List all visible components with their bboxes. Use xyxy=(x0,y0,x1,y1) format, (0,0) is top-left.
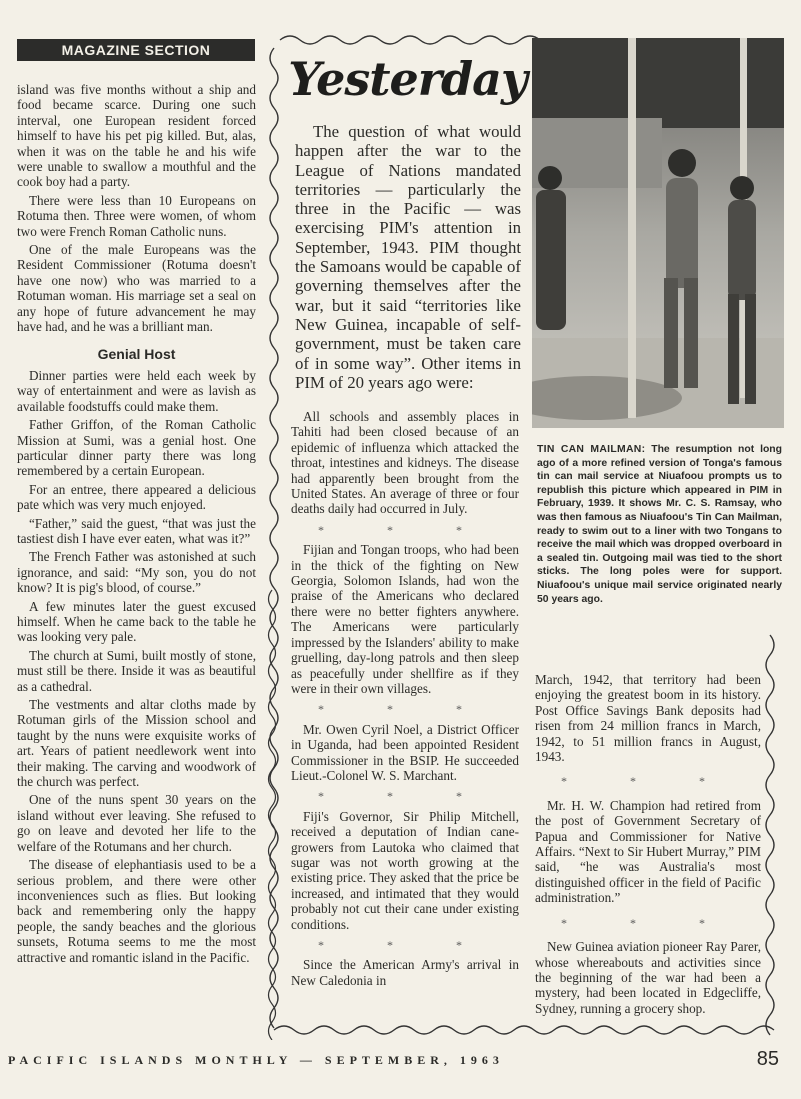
news-item: New Guinea aviation pioneer Ray Parer, whose whereabouts and activities since the beginning of the war had been a mystery, had been located in Edgecliffe, Sydney, running a grocery shop. xyxy=(535,939,761,1016)
separator-stars: * * * xyxy=(318,702,492,717)
wavy-bottom-border xyxy=(274,1026,774,1034)
photo-caption xyxy=(537,443,782,606)
wavy-right-border xyxy=(766,635,774,1035)
photo-illustration xyxy=(532,38,784,428)
separator-stars: * * * xyxy=(318,938,492,952)
column-1 xyxy=(17,82,256,968)
caption-lead: TIN CAN MAILMAN: xyxy=(537,444,646,455)
section-label: MAGAZINE SECTION xyxy=(61,42,211,58)
intro-paragraph: The question of what would happen after the war to the League of Nations mandated territories — particularly the three in the Pacific — was exercising PIM's attention in September, 1943. PIM thought the Samoans would be capable of governing themselves after the war, but it said “territories like New Guinea, incapable of self-government, must be taken care of in some way”. Other items in PIM of 20 years ago were: xyxy=(295,122,521,392)
tin-can-mailman-photo xyxy=(532,38,784,428)
column-3 xyxy=(535,672,761,1019)
separator-stars: * * * xyxy=(318,789,492,804)
caption-text: The resumption not long ago of a more refined version of Tonga's famous tin can mail service at Niuafoou prompts us to republish this picture which appeared in PIM in February, 1939. It shows Mr. C. S. Ramsay, who was then famous as Niuafoou's Tin Can Mailman, ready to swim out to a liner with two Tongans to receive the mail which was dropped overboard in a sealed tin. Outgoing mail was tied to the short sticks. The long poles were for support. Niuafoou's unique mail service originated nearly 50 years ago. xyxy=(537,444,783,605)
article-intro xyxy=(295,122,521,392)
news-item: Since the American Army's arrival in New Caledonia in xyxy=(291,957,519,988)
news-item: Fiji's Governor, Sir Philip Mitchell, received a deputation of Indian cane-growers from Lautoka who claimed that sugar was not worth growing at the existing price. They asked that the price be increased, and intimated that they would probably not cut their cane under existing conditions. xyxy=(291,808,519,932)
paragraph: There were less than 10 Europeans on Rotuma then. Three were women, of whom two were French Roman Catholic nuns. xyxy=(17,192,256,239)
page-number: 85 xyxy=(756,1048,779,1070)
paragraph: One of the male Europeans was the Resident Commissioner (Rotuma doesn't have one now) who was married to a Rotuman woman. His marriage set a seal on any hope of future advancement he may have had, and he was a brilliant man. xyxy=(17,242,256,335)
news-item: Mr. H. W. Champion had retired from the post of Government Secretary of Papua and Commissioner for Native Affairs. “Next to Sir Hubert Murray,” PIM said, “he was Australia's most distinguished officer in the field of Pacific administration.” xyxy=(535,797,761,906)
separator-stars: * * * xyxy=(561,774,735,789)
paragraph: The vestments and altar cloths made by Rotuman girls of the Mission school and taught by the nuns were exquisite works of art. Years of patient needlework went into their making. The carving and woodwork of the church was perfect. xyxy=(17,697,256,790)
paragraph: The disease of elephantiasis used to be a serious problem, and there were other inconveniences such as flies. But looking back and remembering only the happy people, the sandy beaches and the glorious sunsets, Rotuma seems to me the most attractive and romantic island in the Pacific. xyxy=(17,857,256,965)
wavy-top-border xyxy=(280,36,540,44)
paragraph: For an entree, there appeared a delicious pate which was very much enjoyed. xyxy=(17,481,256,513)
paragraph: island was five months without a ship and food became scarce. During one such interval, one European resident forced himself to have his pet pig killed. But, alas, when it was on the table he and his wife were unable to swallow a mouthful and the cook boy had a party. xyxy=(17,82,256,190)
paragraph: Father Griffon, of the Roman Catholic Mission at Sumi, was a genial host. One particular dinner party there was long remembered by a certain European. xyxy=(17,417,256,479)
paragraph: The church at Sumi, built mostly of stone, must still be there. Inside it was as beautiful as a cathedral. xyxy=(17,647,256,694)
separator-stars: * * * xyxy=(561,915,735,930)
wavy-left-border xyxy=(270,48,278,1028)
paragraph: The French Father was astonished at such ignorance, and said: “My son, you do not know? It is pig's blood, of course.” xyxy=(17,549,256,596)
subheading: Genial Host xyxy=(97,345,176,362)
news-item: Fijian and Tongan troops, who had been in the thick of the fighting on New Georgia, Solomon Islands, had won the praise of the Americans who declared there were no better fighters anywhere. The Americans were particularly impressed by the Islanders' ability to make gruelling, day-long patrols and then sleep as peacefully under shellfire as if they were in their own villages. xyxy=(291,542,519,696)
news-item: March, 1942, that territory had been enjoying the greatest boom in its history. Post Office Savings Bank deposits had risen from 24 million francs in March, 1942, to 51 million francs in August, 1943. xyxy=(535,672,761,765)
paragraph: “Father,” said the guest, “that was just the tastiest dish I have ever eaten, what was it?” xyxy=(17,515,256,546)
separator-stars: * * * xyxy=(318,522,492,537)
paragraph: A few minutes later the guest excused himself. When he came back to the table he was looking very pale. xyxy=(17,598,256,645)
column-2 xyxy=(291,409,519,991)
paragraph: Dinner parties were held each week by way of entertainment and were as lavish as available foodstuffs could make them. xyxy=(17,367,256,414)
paragraph: One of the nuns spent 30 years on the island without ever leaving. She refused to go on leave and devoted her life to the welfare of the Rotumans and her church. xyxy=(17,792,256,854)
section-header xyxy=(17,39,255,61)
news-item: All schools and assembly places in Tahiti had been closed because of an epidemic of influenza which attacked the throat, intestines and kidneys. The disease had apparently been brought from the United States. An average of three or four deaths daily had occurred in July. xyxy=(291,409,519,517)
page-footer: PACIFIC ISLANDS MONTHLY — SEPTEMBER, 1963 xyxy=(8,1053,504,1067)
news-item: Mr. Owen Cyril Noel, a District Officer in Uganda, had been appointed Resident Commissioner in the BSIP. He succeeded Lieut.-Colonel W. S. Marchant. xyxy=(291,721,519,783)
article-title: Yesterday xyxy=(288,52,527,106)
